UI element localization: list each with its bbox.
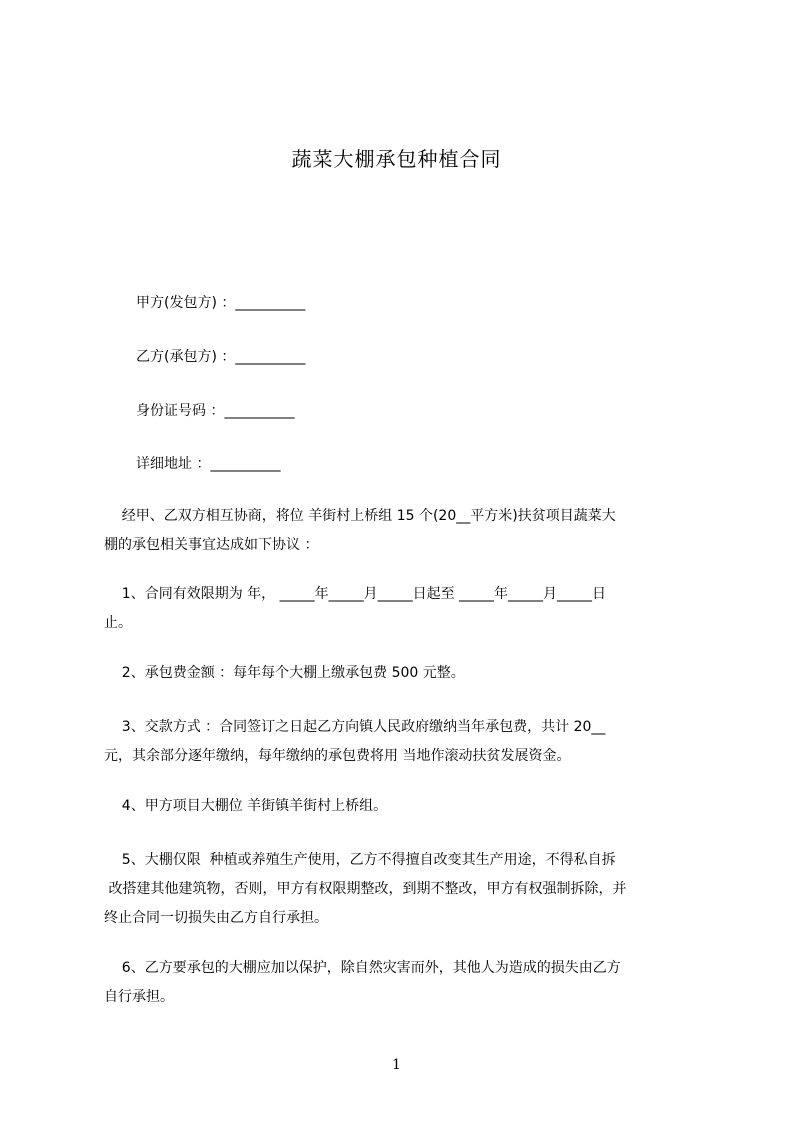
clause-line: 6、乙方要承包的大棚应加以保护，除自然灾害而外，其他人为造成的损失由乙方 [104,960,621,976]
intro-line: 经甲、乙双方相互协商，将位 羊街村上桥组 15 个(20__平方米)扶贫项目蔬菜大 [104,508,616,524]
document-title: 蔬菜大棚承包种植合同 [291,147,502,171]
id-number-field: 身份证号码 ：__________ [136,403,295,419]
clause-line: 自行承担。 [104,989,174,1005]
clause-line: 1、合同有效限期为 年， _____年_____月_____日起至 _____年_____月_____日 [104,586,607,602]
clause-2 [104,659,704,688]
clause-line: 3、交款方式 ：合同签订之日起乙方向镇人民政府缴纳当年承包费，共计 20__ [104,719,606,735]
page-number: 1 [392,1057,401,1073]
clause-line: 4、甲方项目大棚位 羊街镇羊街村上桥组。 [104,798,388,814]
clause-line: 2、承包费金额 ：每年每个大棚上缴承包费 500 元整。 [104,665,465,681]
address-field: 详细地址 ：__________ [136,456,281,472]
intro-paragraph [104,502,704,560]
intro-line: 棚的承包相关事宜达成如下协议 ： [104,537,319,553]
clause-line: 元，其余部分逐年缴纳，每年缴纳的承包费将用 当地作滚动扶贫发展资金。 [104,748,571,764]
clause-4 [104,792,704,821]
party-b-field: 乙方(承包方) ：__________ [136,349,306,365]
clause-1 [104,580,704,638]
party-a-field: 甲方(发包方) ：__________ [136,295,306,311]
clause-5 [104,846,704,933]
clause-line: 5、大棚仅限 种植或养殖生产使用，乙方不得擅自改变其生产用途，不得私自拆 [104,852,616,868]
clause-3 [104,713,704,771]
clause-line: 止。 [104,615,132,631]
clause-line: 改搭建其他建筑物，否则，甲方有权限期整改，到期不整改，甲方有权强制拆除，并 [104,881,627,897]
clause-line: 终止合同一切损失由乙方自行承担。 [104,910,328,926]
clause-6 [104,954,704,1012]
